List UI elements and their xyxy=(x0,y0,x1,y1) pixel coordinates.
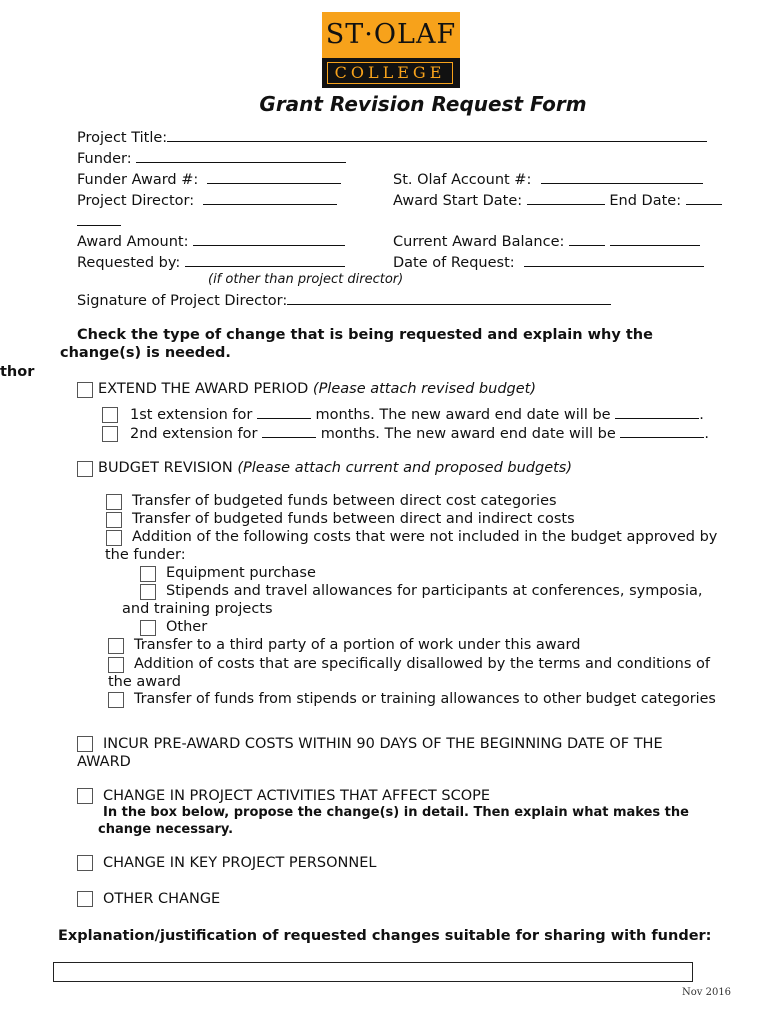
funder-field[interactable] xyxy=(136,149,346,163)
stipends-label-continued: and training projects xyxy=(122,601,273,617)
budget-item2-checkbox[interactable] xyxy=(106,512,122,528)
budget-item6-label: Transfer of funds from stipends or training allowances to other budget categories xyxy=(134,691,716,707)
date-of-request-field[interactable] xyxy=(524,253,704,267)
scope-change-note: In the box below, propose the change(s) in detail. Then explain what makes the xyxy=(103,805,689,820)
balance-row xyxy=(393,232,700,251)
extend-award-row xyxy=(98,380,536,398)
second-extension-checkbox[interactable] xyxy=(102,426,118,442)
account-row xyxy=(393,170,703,189)
equipment-checkbox[interactable] xyxy=(140,566,156,582)
explanation-heading: Explanation/justification of requested changes suitable for sharing with funder: xyxy=(58,928,712,944)
first-extension-label: 1st extension for xyxy=(130,407,253,423)
second-extension-text: months. The new award end date will be xyxy=(320,426,616,442)
award-start-label: Award Start Date: xyxy=(393,193,523,209)
stolaf-account-label: St. Olaf Account #: xyxy=(393,172,532,188)
second-extension-row: 2nd extension for months. The new award end date will be . xyxy=(130,426,709,442)
extend-award-checkbox[interactable] xyxy=(77,382,93,398)
stipends-label: Stipends and travel allowances for participants at conferences, symposia, xyxy=(166,583,703,599)
requested-by-label: Requested by: xyxy=(77,255,181,271)
award-amount-field[interactable] xyxy=(193,232,345,246)
personnel-change-label: CHANGE IN KEY PROJECT PERSONNEL xyxy=(103,855,377,871)
funder-award-field[interactable] xyxy=(207,170,341,184)
margin-text-fragment: thor xyxy=(0,364,35,380)
equipment-label: Equipment purchase xyxy=(166,565,316,581)
funder-award-row xyxy=(77,170,341,189)
scope-change-label: CHANGE IN PROJECT ACTIVITIES THAT AFFECT SCOPE xyxy=(103,788,491,804)
budget-item5-continued: the award xyxy=(108,674,181,690)
budget-item3-continued: the funder: xyxy=(105,547,186,563)
scope-change-checkbox[interactable] xyxy=(77,788,93,804)
award-dates-row xyxy=(393,191,722,210)
budget-item5-checkbox[interactable] xyxy=(108,657,124,673)
current-balance-field-b[interactable] xyxy=(610,232,700,246)
stolaf-account-field[interactable] xyxy=(541,170,703,184)
instructions-line2: change(s) is needed. xyxy=(60,345,231,361)
first-extension-months-field[interactable] xyxy=(257,405,311,419)
other-cost-label: Other xyxy=(166,619,208,635)
budget-item3-checkbox[interactable] xyxy=(106,530,122,546)
footer-date: Nov 2016 xyxy=(682,987,732,998)
project-director-label: Project Director: xyxy=(77,193,195,209)
requested-by-field[interactable] xyxy=(185,253,345,267)
personnel-change-checkbox[interactable] xyxy=(77,855,93,871)
first-extension-row: 1st extension for months. The new award end date will be . xyxy=(130,407,704,423)
preaward-label: INCUR PRE-AWARD COSTS WITHIN 90 DAYS OF THE BEGINNING DATE OF THE xyxy=(103,736,663,752)
if-other-note: (if other than project director) xyxy=(208,272,404,287)
budget-item1-label: Transfer of budgeted funds between direct cost categories xyxy=(132,493,557,509)
signature-field[interactable] xyxy=(287,291,611,305)
extend-award-note: (Please attach revised budget) xyxy=(312,381,536,397)
funder-label: Funder: xyxy=(77,151,132,167)
stipends-checkbox[interactable] xyxy=(140,584,156,600)
award-start-field[interactable] xyxy=(527,191,605,205)
date-of-request-label: Date of Request: xyxy=(393,255,515,271)
current-balance-label: Current Award Balance: xyxy=(393,234,565,250)
award-amount-row xyxy=(77,232,345,251)
second-extension-label: 2nd extension for xyxy=(130,426,258,442)
preaward-checkbox[interactable] xyxy=(77,736,93,752)
explanation-textbox[interactable] xyxy=(53,962,693,982)
page-title: Grant Revision Request Form xyxy=(259,92,587,116)
budget-item1-checkbox[interactable] xyxy=(106,494,122,510)
end-date-field[interactable] xyxy=(686,191,722,205)
project-director-row xyxy=(77,191,337,210)
other-change-label: OTHER CHANGE xyxy=(103,891,221,907)
other-change-checkbox[interactable] xyxy=(77,891,93,907)
other-cost-checkbox[interactable] xyxy=(140,620,156,636)
project-title-row xyxy=(77,128,707,147)
budget-revision-row xyxy=(98,459,572,477)
budget-revision-note: (Please attach current and proposed budgets) xyxy=(237,460,573,476)
end-date-label: End Date: xyxy=(609,193,682,209)
budget-item5-label: Addition of costs that are specifically disallowed by the terms and conditions of xyxy=(134,656,711,672)
logo-subtitle: COLLEGE xyxy=(327,62,453,84)
signature-label: Signature of Project Director: xyxy=(77,293,288,309)
budget-revision-checkbox[interactable] xyxy=(77,461,93,477)
budget-item6-checkbox[interactable] xyxy=(108,692,124,708)
project-director-field[interactable] xyxy=(203,191,337,205)
award-amount-label: Award Amount: xyxy=(77,234,189,250)
extend-award-label: EXTEND THE AWARD PERIOD xyxy=(98,381,309,397)
first-extension-text: months. The new award end date will be xyxy=(315,407,611,423)
end-date-field-continued[interactable] xyxy=(77,212,121,226)
signature-row xyxy=(77,291,611,310)
budget-revision-label: BUDGET REVISION xyxy=(98,460,233,476)
instructions-line1: Check the type of change that is being requested and explain why the xyxy=(77,327,653,343)
budget-item4-label: Transfer to a third party of a portion of work under this award xyxy=(134,637,581,653)
project-title-label: Project Title: xyxy=(77,130,168,146)
current-balance-field-a[interactable] xyxy=(569,232,605,246)
second-extension-months-field[interactable] xyxy=(262,424,316,438)
first-extension-date-field[interactable] xyxy=(615,405,699,419)
end-date-continuation xyxy=(77,212,121,231)
date-of-request-row xyxy=(393,253,704,272)
budget-item2-label: Transfer of budgeted funds between direct and indirect costs xyxy=(132,511,575,527)
project-title-field[interactable] xyxy=(167,128,707,142)
funder-row xyxy=(77,149,346,168)
logo-wordmark: ST·OLAF xyxy=(322,12,460,58)
second-extension-date-field[interactable] xyxy=(620,424,704,438)
college-logo xyxy=(322,12,460,88)
first-extension-checkbox[interactable] xyxy=(102,407,118,423)
requested-by-row xyxy=(77,253,345,272)
scope-change-note-continued: change necessary. xyxy=(98,822,234,837)
funder-award-label: Funder Award #: xyxy=(77,172,199,188)
budget-item3-label: Addition of the following costs that were not included in the budget approved by xyxy=(132,529,718,545)
preaward-label-continued: AWARD xyxy=(77,754,131,770)
budget-item4-checkbox[interactable] xyxy=(108,638,124,654)
